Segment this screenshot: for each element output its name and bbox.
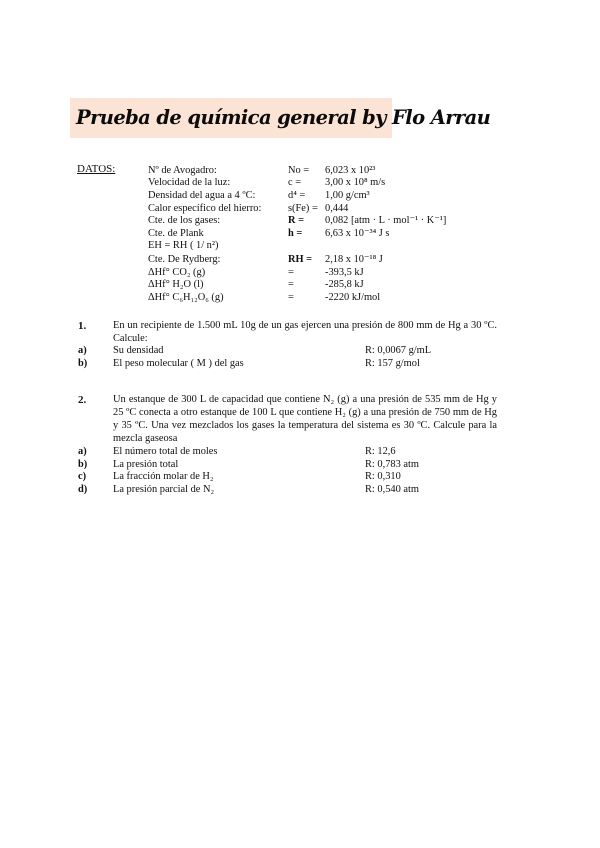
- item-text: El peso molecular ( M ) del gas: [113, 358, 244, 369]
- datos-label: Cte. de los gases:: [148, 215, 221, 226]
- datos-label: ΔHf° C₆H₁₂O₆ (g): [148, 292, 224, 303]
- problem-statement: Un estanque de 300 L de capacidad que contiene N₂ (g) a una presión de 535 mm de Hg y 25 ºC conecta a otro estanque de 100 L que contiene H₂ (g) a una presión de 750 mm de Hg y 35 ºC. Una vez mezclados los gases la temperatura del sistema es 30 ºC. Calcule para la mezcla gaseosa: [113, 394, 497, 444]
- item-text: Su densidad: [113, 345, 164, 356]
- item-letter: d): [78, 484, 88, 495]
- datos-label: Densidad del agua a 4 ºC:: [148, 190, 256, 201]
- problem-statement: En un recipiente de 1.500 mL 10g de un gas ejercen una presión de 800 mm de Hg a 30 ºC. Calcule:: [113, 320, 497, 344]
- item-letter: a): [78, 345, 87, 356]
- datos-value: -393,5 kJ: [325, 267, 364, 278]
- document-title: Prueba de química general by Flo Arrau: [76, 106, 491, 129]
- datos-value: 6,023 x 10²³: [325, 165, 376, 176]
- item-text: La presión total: [113, 459, 179, 470]
- datos-label: Cte. de Plank: [148, 228, 204, 239]
- item-letter: b): [78, 459, 88, 470]
- datos-symbol: =: [288, 267, 294, 278]
- item-answer: R: 0,540 atm: [365, 484, 419, 495]
- datos-label: ΔHf° CO₂ (g): [148, 267, 206, 278]
- item-letter: c): [78, 471, 87, 482]
- item-text: La presión parcial de N₂: [113, 484, 215, 495]
- datos-symbol: =: [288, 292, 294, 303]
- datos-value: 0,444: [325, 203, 349, 214]
- item-answer: R: 0,310: [365, 471, 401, 482]
- item-answer: R: 0,783 atm: [365, 459, 419, 470]
- datos-label: ΔHf° H₂O (l): [148, 279, 204, 290]
- datos-value: 2,18 x 10⁻¹⁸ J: [325, 254, 383, 265]
- item-text: El número total de moles: [113, 446, 218, 457]
- datos-symbol: No =: [288, 165, 310, 176]
- datos-label: Cte. De Rydberg:: [148, 254, 221, 265]
- datos-value: 1,00 g/cm³: [325, 190, 370, 201]
- datos-value: -285,8 kJ: [325, 279, 364, 290]
- datos-symbol: =: [288, 279, 294, 290]
- datos-label: Calor específico del hierro:: [148, 203, 262, 214]
- item-letter: a): [78, 446, 87, 457]
- datos-symbol: RH =: [288, 254, 313, 265]
- datos-label: Velocidad de la luz:: [148, 177, 231, 188]
- datos-symbol: s(Fe) =: [288, 203, 318, 214]
- datos-value: 6,63 x 10⁻³⁴ J s: [325, 228, 390, 239]
- problem-number: 1.: [78, 320, 87, 332]
- datos-label: EH = RH ( 1/ n²): [148, 240, 219, 251]
- datos-heading: DATOS:: [77, 163, 116, 175]
- datos-symbol: R =: [288, 215, 305, 226]
- datos-symbol: c =: [288, 177, 302, 188]
- datos-value: 0,082 [atm · L · mol⁻¹ · K⁻¹]: [325, 215, 447, 226]
- item-answer: R: 12,6: [365, 446, 396, 457]
- datos-value: 3,00 x 10⁸ m/s: [325, 177, 386, 188]
- datos-label: Nº de Avogadro:: [148, 165, 217, 176]
- datos-symbol: d⁴ =: [288, 190, 306, 201]
- item-answer: R: 157 g/mol: [365, 358, 420, 369]
- datos-value: -2220 kJ/mol: [325, 292, 381, 303]
- problem-number: 2.: [78, 394, 87, 406]
- item-answer: R: 0,0067 g/mL: [365, 345, 432, 356]
- datos-symbol: h =: [288, 228, 303, 239]
- item-text: La fracción molar de H₂: [113, 471, 214, 482]
- item-letter: b): [78, 358, 88, 369]
